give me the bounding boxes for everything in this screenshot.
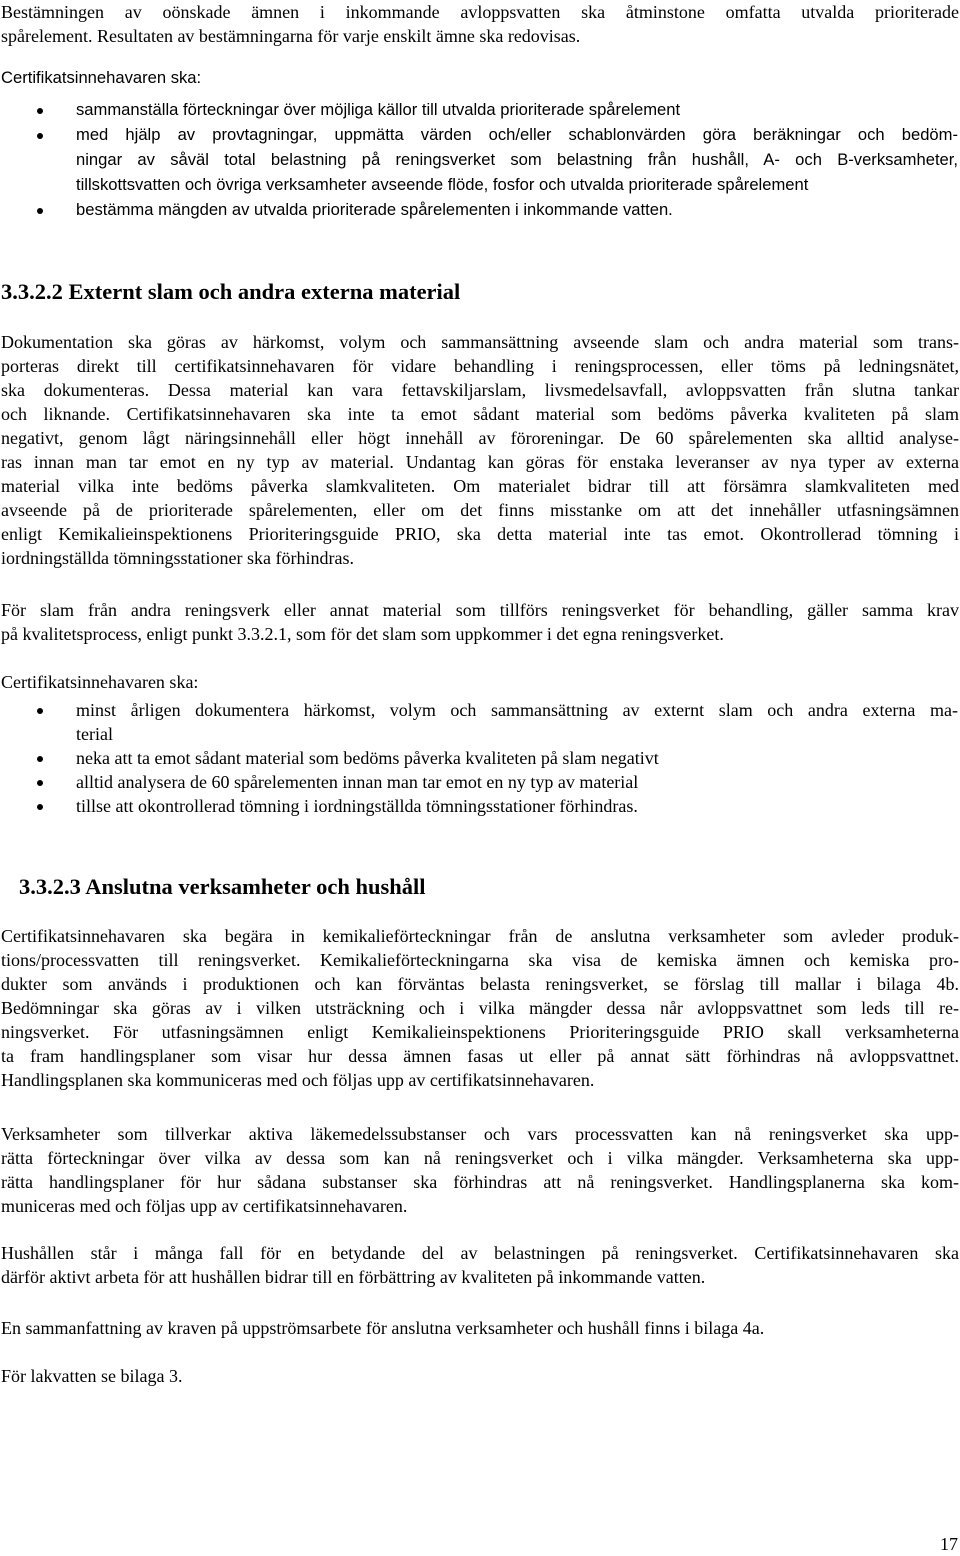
text-line: iordningställda tömningsstationer ska förhindras. [1,548,354,568]
text-line: rätta förteckningar över vilka av dessa som kan nå reningsverket och i vilka mängder. Verksamheterna ska upp- [1,1148,959,1168]
text-line: Handlingsplanen ska kommuniceras med och följas upp av certifikatsinnehavaren. [1,1070,595,1090]
text-line: tions/processvatten till reningsverket. Kemikalieförteckningarna ska visa de kemiska ämnen och kemiska pro- [1,950,959,970]
text-line: och liknande. Certifikatsinnehavaren ska inte ta emot sådant material som bedöms påverka kvaliteten på slam [1,404,959,424]
text-line: Dokumentation ska göras av härkomst, volym och sammansättning avseende slam och andra material som trans- [1,332,959,352]
section-heading: 3.3.2.3 Anslutna verksamheter och hushåll [19,874,426,899]
bullet-icon [37,756,43,762]
text-line: För slam från andra reningsverk eller annat material som tillförs reningsverket för behandling, gäller samma krav [1,600,959,620]
page-number: 17 [940,1534,958,1554]
bullet-icon [37,208,43,214]
text-line: ras innan man tar emot en ny typ av material. Undantag kan göras för enstaka leveranser av nya typer av externa [1,452,959,472]
list-item [0,794,960,818]
text-line: Bestämningen av oönskade ämnen i inkommande avloppsvatten ska åtminstone omfatta utvalda prioriterade [1,2,959,22]
paragraph [1,1364,959,1388]
list-item-text: sammanställa förteckningar över möjliga källor till utvalda prioriterade spårelement [76,100,681,119]
section-label [1,66,959,90]
text-line: spårelement. Resultaten av bestämningarna för varje enskilt ämne ska redovisas. [1,26,581,46]
list-item [0,123,960,198]
requirements-list-b [0,698,960,818]
requirements-list-a [0,98,960,223]
bullet-icon [37,804,43,810]
intro-paragraph [1,0,959,48]
list-item-text: tillse att okontrollerad tömning i iordningställda tömningsstationer förhindras. [76,796,638,816]
text-line: därför aktivt arbeta för att hushållen bidrar till en förbättring av kvaliteten på inkommande vatten. [1,1267,706,1287]
list-item-text: med hjälp av provtagningar, uppmätta värden och/eller schablonvärden göra beräkningar och bedöm- [76,125,958,144]
paragraph [1,924,959,1092]
list-item-text: alltid analysera de 60 spårelementen innan man tar emot en ny typ av material [76,772,639,792]
text-line: Verksamheter som tillverkar aktiva läkemedelssubstanser och vars processvatten kan nå reningsverket ska upp- [1,1124,959,1144]
text-line: En sammanfattning av kraven på uppströmsarbete för anslutna verksamheter och hushåll finns i bilaga 4a. [1,1318,765,1338]
list-item [0,746,960,770]
paragraph [1,598,959,646]
list-item-text: terial [76,724,113,744]
bullet-icon [37,708,43,714]
text-line: material vilka inte bedöms påverka slamkvaliteten. Om materialet bidrar till att försämra slamkvaliteten med [1,476,959,496]
list-item [0,198,960,223]
list-item-text: bestämma mängden av utvalda prioriterade spårelementen i inkommande vatten. [76,200,673,219]
bullet-icon [37,108,43,114]
paragraph [1,1241,959,1289]
text-line: avseende på de prioriterade spårelementen, eller om det finns misstanke om att det innehåller utfasningsämnen [1,500,959,520]
text-line: negativt, genom lågt näringsinnehåll eller högt innehåll av föroreningar. De 60 spårelementen ska alltid analyse- [1,428,959,448]
paragraph [1,1316,959,1340]
text-line: ta fram handlingsplaner som visar hur dessa ämnen fasas ut eller på annat sätt förhindras nå avloppsvattnet. [1,1046,959,1066]
text-line: Hushållen står i många fall för en betydande del av belastningen på reningsverket. Certifikatsinnehavaren ska [1,1243,959,1263]
text-line: dukter som används i produktionen och kan förväntas belasta reningsverket, se förslag till mallar i bilaga 4b. [1,974,959,994]
list-item-text: minst årligen dokumentera härkomst, volym och sammansättning av externt slam och andra externa ma- [76,700,958,720]
section-heading: 3.3.2.2 Externt slam och andra externa material [1,279,461,304]
bullet-icon [37,780,43,786]
list-item-text: ningar av såväl total belastning på reningsverket som belastning från hushåll, A- och B-verksamheter, [76,150,958,169]
text-line: Certifikatsinnehavaren ska begära in kemikalieförteckningar från de anslutna verksamheter som avleder produk- [1,926,959,946]
text-line: Bedömningar ska göras av i vilken utsträckning och i vilka mängder dessa når avloppsvattnet som leds till re- [1,998,959,1018]
paragraph [1,330,959,570]
list-item [0,770,960,794]
list-item-text: tillskottsvatten och övriga verksamheter avseende flöde, fosfor och utvalda prioriterade spårelement [76,175,809,194]
text-line: För lakvatten se bilaga 3. [1,1366,183,1386]
text-line: enligt Kemikalieinspektionens Prioriteringsguide PRIO, ska detta material inte tas emot. Okontrollerad tömning i [1,524,959,544]
list-item [0,98,960,123]
certifikatsinnehavaren-label: Certifikatsinnehavaren ska: [1,672,199,692]
list-item [0,698,960,746]
text-line: porteras direkt till certifikatsinnehavaren för vidare behandling i reningsprocessen, eller töms på ledningsnätet, [1,356,959,376]
certifikatsinnehavaren-label: Certifikatsinnehavaren ska: [1,68,202,87]
bullet-icon [37,133,43,139]
paragraph [1,1122,959,1218]
text-line: municeras med och följas upp av certifikatsinnehavaren. [1,1196,408,1216]
list-item-text: neka att ta emot sådant material som bedöms påverka kvaliteten på slam negativt [76,748,659,768]
section-label [1,670,959,694]
text-line: ska dokumenteras. Dessa material kan vara fettavskiljarslam, livsmedelsavfall, avloppsvatten från slutna tankar [1,380,959,400]
text-line: ningsverket. För utfasningsämnen enligt Kemikalieinspektionens Prioriteringsguide PRIO skall verksamheterna [1,1022,959,1042]
text-line: rätta handlingsplaner för hur sådana substanser ska förhindras att nå reningsverket. Handlingsplanerna ska kom- [1,1172,959,1192]
text-line: på kvalitetsprocess, enligt punkt 3.3.2.1, som för det slam som uppkommer i det egna reningsverket. [1,624,724,644]
